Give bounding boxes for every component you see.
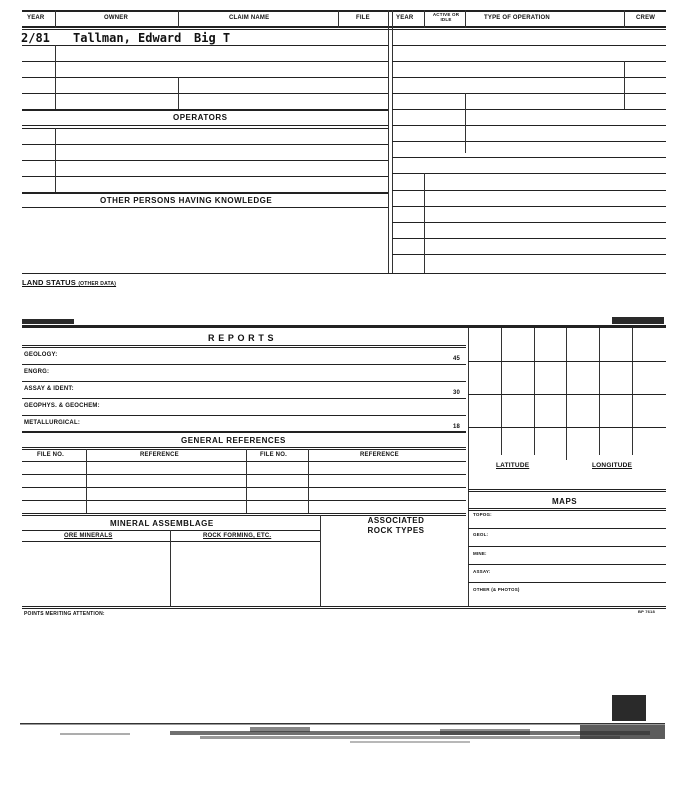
references-rule [22, 447, 466, 448]
plat-grid-line [632, 328, 633, 455]
references-col-divider [246, 449, 247, 513]
plat-grid-line [468, 427, 666, 428]
operation-col-divider [624, 61, 625, 109]
mineral-rule [22, 530, 320, 531]
header-divider [424, 10, 425, 28]
longitude-label: LONGITUDE [592, 462, 633, 469]
plat-grid-line [501, 328, 502, 455]
header-divider [465, 10, 466, 28]
coords-rule [468, 489, 666, 490]
ref-file-no-header: FILE NO. [37, 452, 64, 458]
map-mine-label: MINE: [473, 551, 487, 556]
report-geophys-label: GEOPHYS. & GEOCHEM: [24, 403, 100, 409]
header-divider [178, 10, 179, 28]
header-divider [55, 10, 56, 28]
operation-row-line [392, 109, 666, 110]
maps-row-line [468, 528, 666, 529]
report-row-line [22, 364, 466, 365]
report-geology-num: 45 [453, 356, 461, 362]
land-status-sublabel: (OTHER DATA) [78, 281, 117, 287]
operation-row-line [392, 157, 666, 158]
report-engrg-label: ENGRG: [24, 369, 50, 375]
maps-title: MAPS [552, 497, 578, 506]
report-row-line [22, 415, 466, 416]
mineral-assemblage-title: MINERAL ASSEMBLAGE [110, 519, 214, 528]
reports-title: R E P O R T S [208, 333, 275, 343]
report-row-line [22, 398, 466, 399]
operation-col-divider [424, 173, 425, 274]
operation-row-line [392, 238, 666, 239]
reports-rule [22, 347, 466, 348]
header-divider [338, 10, 339, 28]
map-topog-label: TOPOG: [473, 512, 492, 517]
land-status-label: LAND STATUS [22, 278, 77, 287]
reports-top-smudge [612, 317, 664, 324]
owner-row-line [22, 45, 388, 46]
references-rule [22, 449, 466, 450]
panel-divider [392, 10, 393, 274]
col-year2-header: YEAR [396, 15, 414, 21]
operator-row-line [22, 144, 388, 145]
top-rule [22, 10, 666, 12]
operation-row-line [392, 141, 666, 142]
operation-row-line [392, 45, 666, 46]
reports-top-rule [22, 325, 666, 328]
operator-col-divider [55, 128, 56, 192]
col-active-idle-header: ACTIVE OR IDLE [432, 12, 460, 22]
ref-file-no-header-2: FILE NO. [260, 452, 287, 458]
col-file-header: FILE [356, 15, 370, 21]
maps-row-line [468, 564, 666, 565]
operation-col-divider [465, 93, 466, 153]
associated-rock-types-title: ASSOCIATED ROCK TYPES [367, 516, 425, 535]
report-metallurgical-num: 18 [453, 424, 461, 430]
operation-row-line [392, 254, 666, 255]
entry-year: 2/81 [21, 31, 50, 45]
operation-row-line [392, 206, 666, 207]
references-row-line [22, 487, 466, 488]
points-meriting-attention-label: POINTS MERITING ATTENTION: [24, 611, 105, 617]
operator-row-line [22, 160, 388, 161]
operators-rule [22, 109, 388, 111]
panel-divider [388, 10, 389, 274]
other-persons-title: OTHER PERSONS HAVING KNOWLEDGE [100, 196, 273, 205]
operators-rule [22, 128, 388, 129]
col-owner-header: OWNER [104, 15, 128, 21]
operation-row-line [392, 222, 666, 223]
references-col-divider [86, 449, 87, 513]
map-assay-label: ASSAY: [473, 569, 491, 574]
references-row-line [22, 474, 466, 475]
maps-row-line [468, 546, 666, 547]
col-claim-name-header: CLAIM NAME [229, 15, 270, 21]
report-row-line [22, 381, 466, 382]
header-rule [22, 26, 666, 28]
maps-rule [468, 508, 666, 509]
owner-row-line [22, 93, 388, 94]
general-references-title: GENERAL REFERENCES [181, 436, 286, 445]
maps-row-line [468, 582, 666, 583]
form-bottom-rule [22, 608, 666, 609]
report-row-line [22, 431, 466, 433]
coords-rule [468, 491, 666, 492]
mineral-col-divider [170, 530, 171, 606]
ore-minerals-header: ORE MINERALS [64, 533, 113, 539]
references-row-line [22, 461, 466, 462]
map-other-label: OTHER (& PHOTOS) [473, 587, 520, 592]
report-geology-label: GEOLOGY: [24, 352, 58, 358]
scan-noise [20, 705, 665, 765]
entry-claim-name: Big T [194, 31, 231, 45]
rock-forming-header: ROCK FORMING, ETC. [203, 533, 272, 539]
land-status-title [22, 278, 116, 287]
operation-row-line [392, 173, 666, 174]
owner-row-line [22, 77, 388, 78]
col-type-of-operation-header: TYPE OF OPERATION [484, 15, 550, 21]
mineral-col-divider [320, 515, 321, 606]
form-bottom-rule [22, 606, 666, 607]
references-col-divider [308, 449, 309, 513]
entry-owner: Tallman, Edward [73, 31, 182, 45]
references-row-line [22, 500, 466, 501]
latitude-label: LATITUDE [496, 462, 530, 469]
report-assay-num: 30 [453, 390, 461, 396]
plat-grid-line [468, 394, 666, 395]
other-persons-rule [22, 207, 388, 208]
ref-reference-header-2: REFERENCE [360, 452, 399, 458]
reports-top-smudge [22, 319, 74, 324]
header-rule-2 [22, 29, 666, 30]
plat-grid-line [468, 361, 666, 362]
col-crew-header: CREW [636, 15, 656, 21]
other-persons-rule [22, 192, 388, 194]
upper-bottom-rule [22, 273, 666, 274]
owner-col-divider [178, 77, 179, 109]
report-metallurgical-label: METALLURGICAL: [24, 420, 81, 426]
map-geol-label: GEOL: [473, 532, 489, 537]
report-assay-label: ASSAY & IDENT: [24, 386, 74, 392]
operation-row-line [392, 190, 666, 191]
owner-col-divider [55, 45, 56, 109]
maps-rule [468, 510, 666, 511]
form-number: BP 7618 [638, 609, 655, 614]
operation-row-line [392, 125, 666, 126]
col-year-header: YEAR [27, 15, 45, 21]
owner-row-line [22, 61, 388, 62]
mineral-rule [22, 513, 466, 514]
mineral-rule [22, 541, 320, 542]
plat-grid-line [534, 328, 535, 455]
header-divider [624, 10, 625, 28]
operators-rule [22, 125, 388, 126]
operators-title: OPERATORS [173, 113, 228, 122]
ref-reference-header: REFERENCE [140, 452, 179, 458]
reports-rule [22, 345, 466, 346]
operator-row-line [22, 176, 388, 177]
plat-grid-line [599, 328, 600, 455]
